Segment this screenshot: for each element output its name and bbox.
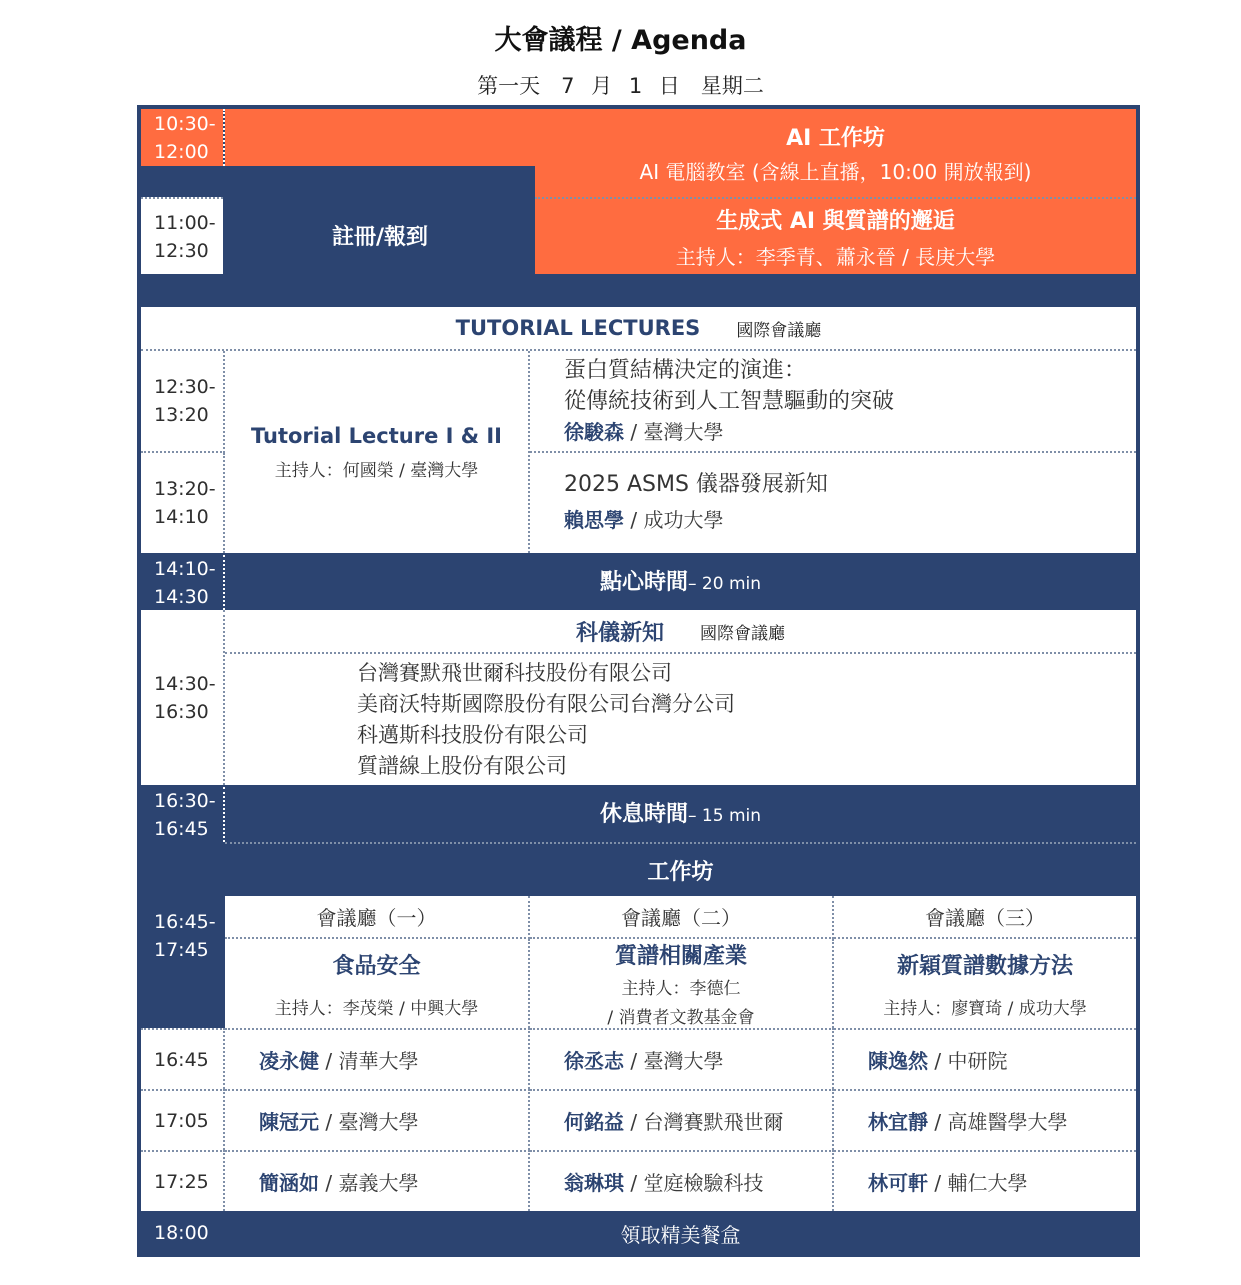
page-title: 大會議程 / Agenda: [494, 25, 747, 56]
room-1-topic-cell: [225, 939, 530, 1028]
tutorial-session: [225, 351, 530, 553]
ai-workshop-cell: [535, 109, 1136, 197]
company-item: 科邁斯科技股份有限公司: [357, 722, 588, 747]
tutorial-header: [141, 307, 1136, 351]
tutorial-talk-2-speaker-line: [564, 502, 723, 538]
tutorial-talk-1-title-1: 蛋白質結構決定的演進：: [564, 358, 807, 383]
gen-ai-host: 主持人：李季青、蕭永晉 / 長庚大學: [675, 244, 996, 269]
room-2-topic-cell: [530, 939, 834, 1028]
tech-news-time: 14:30- 16:30: [141, 610, 225, 785]
tutorial-2-time: 13:20- 14:10: [141, 453, 225, 553]
room-2-host: 主持人：李德仁: [621, 979, 741, 999]
page-subtitle: 第一天 7 月 1 日 星期二: [477, 74, 764, 98]
tech-news-header: [225, 610, 1136, 654]
slot-1-room-1: [225, 1028, 530, 1089]
rest-break-duration: – 15 min: [688, 806, 761, 826]
tutorial-talk-2-speaker: 賴思學: [564, 508, 624, 532]
tutorial-talk-2-title: 2025 ASMS 儀器發展新知: [564, 472, 828, 497]
speaker-name: 陳冠元: [259, 1110, 319, 1134]
workshop-time: 16:45- 17:45: [141, 896, 223, 1006]
slot-2-room-1: [225, 1089, 530, 1150]
speaker-affiliation: / 臺灣大學: [319, 1110, 419, 1134]
room-3-host: 主持人：廖寶琦 / 成功大學: [883, 998, 1087, 1019]
ai-workshop-spacer: [225, 109, 535, 166]
room-2-host-2: / 消費者文教基金會: [607, 1008, 755, 1028]
dinner-time: 18:00: [141, 1213, 223, 1253]
tutorial-header-venue: 國際會議廳: [736, 320, 822, 341]
speaker-name: 林可軒: [868, 1171, 928, 1195]
speaker-affiliation: / 臺灣大學: [624, 1049, 724, 1073]
room-3-header: 會議廳（三）: [834, 896, 1136, 939]
snack-break-label: 點心時間: [599, 570, 688, 595]
tech-news-title: 科儀新知: [575, 620, 664, 646]
speaker-name: 簡涵如: [259, 1171, 319, 1195]
rest-break-time: 16:30- 16:45: [141, 787, 223, 842]
gen-ai-title: 生成式 AI 與質譜的邂逅: [716, 208, 955, 234]
speaker-affiliation: / 台灣賽默飛世爾: [624, 1110, 784, 1134]
company-item: 台灣賽默飛世爾科技股份有限公司: [357, 660, 672, 685]
tutorial-talk-2-affiliation: / 成功大學: [624, 508, 724, 532]
slot-3-room-1: [225, 1150, 530, 1211]
room-1-header: 會議廳（一）: [225, 896, 530, 939]
workshop-title: 工作坊: [225, 842, 1136, 896]
tutorial-talk-1-speaker: 徐駿森: [564, 420, 624, 444]
speaker-affiliation: / 輔仁大學: [928, 1171, 1028, 1195]
speaker-affiliation: / 堂庭檢驗科技: [624, 1171, 764, 1195]
dinner-label: 領取精美餐盒: [225, 1213, 1136, 1253]
room-3-topic: 新穎質譜數據方法: [896, 953, 1073, 979]
room-1-topic: 食品安全: [332, 953, 421, 979]
tech-news-venue: 國際會議廳: [700, 623, 785, 644]
speaker-name: 凌永健: [259, 1049, 319, 1073]
room-2-header: 會議廳（二）: [530, 896, 834, 939]
slot-3-room-2: [530, 1150, 834, 1211]
ai-workshop-title: AI 工作坊: [786, 126, 885, 151]
tutorial-session-host: 主持人：何國榮 / 臺灣大學: [274, 460, 479, 481]
company-item: 質譜線上股份有限公司: [357, 753, 567, 778]
tutorial-talk-1-affiliation: / 臺灣大學: [624, 420, 724, 444]
slot-2-room-2: [530, 1089, 834, 1150]
room-1-host: 主持人：李茂榮 / 中興大學: [274, 998, 479, 1019]
speaker-affiliation: / 清華大學: [319, 1049, 419, 1073]
slot-2-room-3: [834, 1089, 1136, 1150]
rest-break-label: 休息時間: [599, 802, 688, 827]
slot-1-time: 16:45: [141, 1028, 225, 1089]
tech-news-companies: [225, 654, 1136, 785]
tutorial-session-title: Tutorial Lecture I & II: [250, 423, 502, 448]
room-3-topic-cell: [834, 939, 1136, 1028]
tutorial-talk-1-title-2: 從傳統技術到人工智慧驅動的突破: [564, 389, 895, 414]
snack-break-duration: – 20 min: [688, 574, 761, 594]
speaker-name: 翁琳琪: [564, 1171, 624, 1195]
company-item: 美商沃特斯國際股份有限公司台灣分公司: [357, 691, 735, 716]
slot-1-room-2: [530, 1028, 834, 1089]
ai-workshop-time: 10:30- 12:00: [141, 109, 223, 166]
slot-1-room-3: [834, 1028, 1136, 1089]
snack-break-time: 14:10- 14:30: [141, 555, 223, 610]
speaker-name: 何銘益: [564, 1110, 624, 1134]
snack-break-banner: [225, 555, 1136, 610]
slot-3-room-3: [834, 1150, 1136, 1211]
speaker-affiliation: / 高雄醫學大學: [928, 1110, 1068, 1134]
tutorial-header-title: TUTORIAL LECTURES: [455, 316, 701, 340]
slot-3-time: 17:25: [141, 1150, 225, 1211]
speaker-affiliation: / 嘉義大學: [319, 1171, 419, 1195]
tutorial-talk-2: [530, 453, 1136, 553]
tutorial-talk-1-speaker-line: [564, 417, 723, 447]
registration-label: 註冊/報到: [225, 197, 535, 274]
registration-time: 11:00- 12:30: [141, 197, 223, 274]
speaker-affiliation: / 中研院: [928, 1049, 1008, 1073]
speaker-name: 徐丞志: [564, 1049, 624, 1073]
slot-2-time: 17:05: [141, 1089, 225, 1150]
room-2-topic: 質譜相關產業: [614, 944, 747, 969]
schedule-table: [137, 105, 1140, 1257]
rest-break-banner: [225, 787, 1136, 842]
tutorial-talk-1: [530, 351, 1136, 453]
tutorial-1-time: 12:30- 13:20: [141, 351, 225, 453]
gen-ai-cell: [535, 197, 1136, 274]
ai-workshop-note: AI 電腦教室 (含線上直播，10:00 開放報到): [639, 160, 1032, 184]
speaker-name: 陳逸然: [868, 1049, 928, 1073]
speaker-name: 林宜靜: [868, 1110, 928, 1134]
